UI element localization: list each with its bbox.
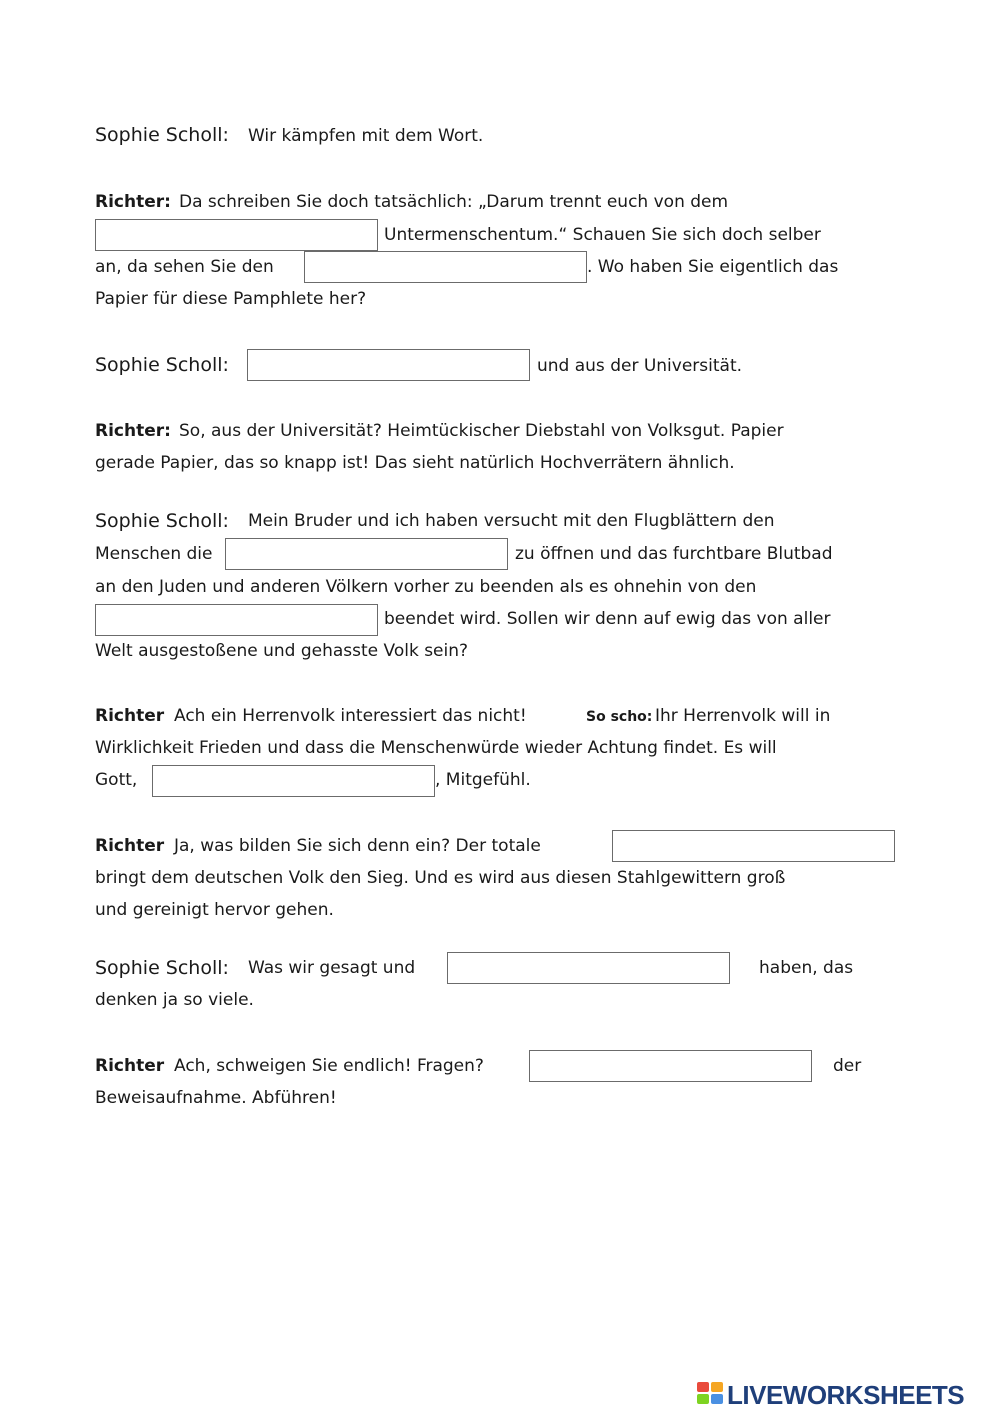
dialogue-text: Wir kämpfen mit dem Wort. xyxy=(248,126,484,146)
dialogue-text: Mein Bruder und ich haben versucht mit den Flugblättern den xyxy=(248,511,775,531)
answer-input-4[interactable] xyxy=(225,538,508,570)
dialogue-text: Beweisaufnahme. Abführen! xyxy=(95,1088,337,1108)
dialogue-text: Ach ein Herrenvolk interessiert das nicht! xyxy=(174,706,527,726)
dialogue-text: . Wo haben Sie eigentlich das xyxy=(587,257,839,277)
dialogue-text: und gereinigt hervor gehen. xyxy=(95,900,334,920)
dialogue-text: gerade Papier, das so knapp ist! Das sieht natürlich Hochverrätern ähnlich. xyxy=(95,453,735,473)
dialogue-text: Papier für diese Pamphlete her? xyxy=(95,289,367,309)
speaker-richter-2: Richter: xyxy=(95,421,171,441)
answer-input-2[interactable] xyxy=(304,251,587,283)
speaker-so-scho: So scho: xyxy=(586,709,653,725)
answer-input-6[interactable] xyxy=(152,765,435,797)
logo-block xyxy=(711,1394,723,1404)
logo-block xyxy=(697,1382,709,1392)
answer-input-5[interactable] xyxy=(95,604,378,636)
dialogue-text: beendet wird. Sollen wir denn auf ewig das von aller xyxy=(384,609,831,629)
logo-block xyxy=(711,1382,723,1392)
speaker-richter-4: Richter xyxy=(95,836,165,856)
dialogue-text: an, da sehen Sie den xyxy=(95,257,274,277)
dialogue-text: , Mitgefühl. xyxy=(435,770,531,790)
dialogue-text: Ach, schweigen Sie endlich! Fragen? xyxy=(174,1056,484,1076)
dialogue-text: Menschen die xyxy=(95,544,213,564)
speaker-sophie-4: Sophie Scholl: xyxy=(95,957,229,979)
logo-block xyxy=(697,1394,709,1404)
dialogue-text: Was wir gesagt und xyxy=(248,958,416,978)
logo-text: LIVEWORKSHEETS xyxy=(727,1380,965,1410)
dialogue-text: denken ja so viele. xyxy=(95,990,254,1010)
answer-input-3[interactable] xyxy=(247,349,530,381)
speaker-richter-5: Richter xyxy=(95,1056,165,1076)
dialogue-text: Welt ausgestoßene und gehasste Volk sein? xyxy=(95,641,469,661)
dialogue-text: an den Juden und anderen Völkern vorher zu beenden als es ohnehin von den xyxy=(95,577,757,597)
speaker-sophie-1: Sophie Scholl: xyxy=(95,124,229,146)
dialogue-text: So, aus der Universität? Heimtückischer Diebstahl von Volksgut. Papier xyxy=(179,421,784,441)
answer-input-9[interactable] xyxy=(529,1050,812,1082)
dialogue-text: haben, das xyxy=(759,958,854,978)
answer-input-8[interactable] xyxy=(447,952,730,984)
dialogue-text: Ihr Herrenvolk will in xyxy=(655,706,831,726)
answer-input-7[interactable] xyxy=(612,830,895,862)
dialogue-text: Ja, was bilden Sie sich denn ein? Der totale xyxy=(174,836,541,856)
speaker-sophie-3: Sophie Scholl: xyxy=(95,510,229,532)
speaker-richter-3: Richter xyxy=(95,706,165,726)
dialogue-text: Gott, xyxy=(95,770,138,790)
dialogue-text: bringt dem deutschen Volk den Sieg. Und es wird aus diesen Stahlgewittern groß xyxy=(95,868,786,888)
dialogue-text: Untermenschentum.“ Schauen Sie sich doch selber xyxy=(384,225,821,245)
dialogue-text: Wirklichkeit Frieden und dass die Menschenwürde wieder Achtung findet. Es will xyxy=(95,738,777,758)
dialogue-text: Da schreiben Sie doch tatsächlich: „Darum trennt euch von dem xyxy=(179,192,729,212)
speaker-richter-1: Richter: xyxy=(95,192,171,212)
dialogue-text: zu öffnen und das furchtbare Blutbad xyxy=(515,544,833,564)
dialogue-text: der xyxy=(833,1056,862,1076)
dialogue-text: und aus der Universität. xyxy=(537,356,743,376)
answer-input-1[interactable] xyxy=(95,219,378,251)
speaker-sophie-2: Sophie Scholl: xyxy=(95,354,229,376)
logo-blocks-icon xyxy=(697,1382,725,1406)
